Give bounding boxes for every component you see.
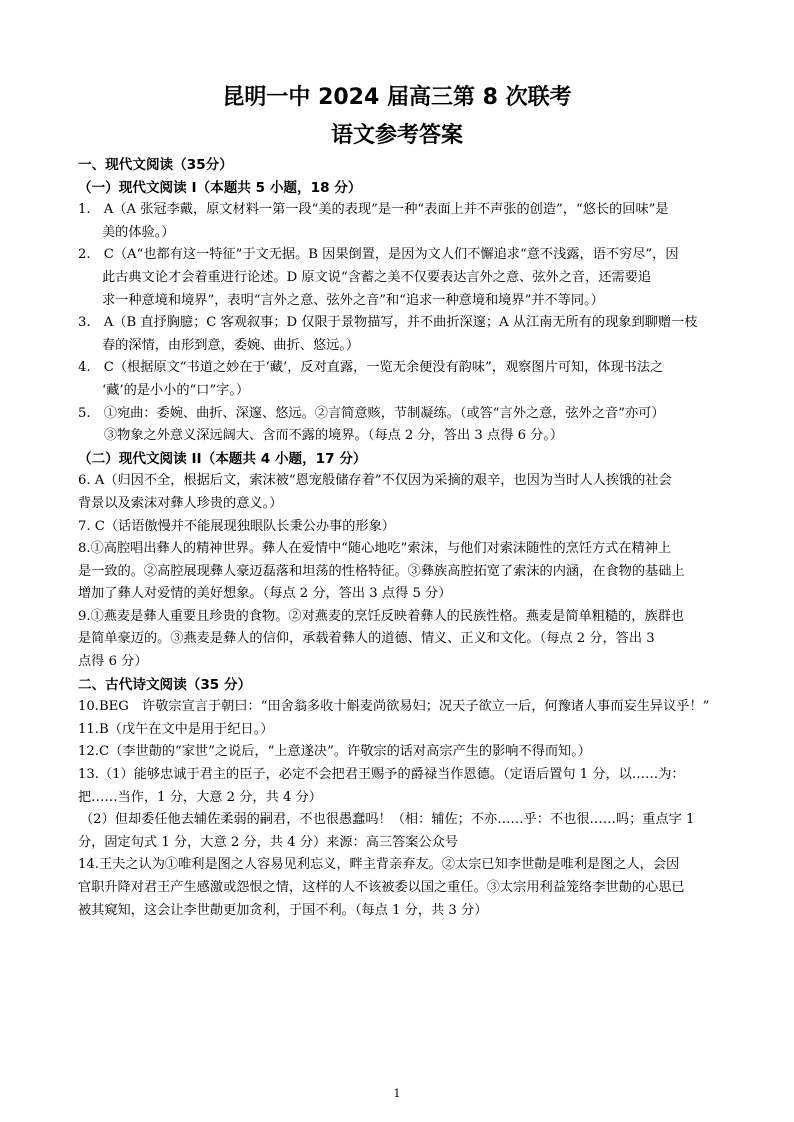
answer-line: 13.（1）能够忠诚于君主的臣子，必定不会把君王赐予的爵禄当作恩德。（定语后置句 1 分，以……为：	[78, 767, 685, 783]
section-heading: 一、现代文阅读（35分）	[78, 157, 233, 173]
answer-line: 6. A（归因不全，根据后文，索沫被“恩宠般储存着”不仅因为采摘的艰辛，也因为当时人人挨饿的社会	[78, 473, 672, 489]
answer-line: 4. C（根据原文“书道之妙在于‘藏’，反对直露，一览无余便没有韵味”，观察图片可知，体现书法之	[78, 360, 664, 376]
answer-line: 9.①燕麦是彝人重要且珍贵的食物。②对燕麦的烹饪反映着彝人的民族性格。燕麦是简单粗糙的，族群也	[78, 608, 685, 624]
answer-line: 是一致的。②高腔展现彝人豪迈磊落和坦荡的性格特征。③彝族高腔拓宽了索沫的内涵，在食物的基础上	[78, 563, 685, 579]
answer-line: 1. A（A 张冠李戴，原文材料一第一段“美的表现”是一种“表面上并不声张的创造”，“悠长的回味”是	[78, 202, 669, 218]
answer-line: 5. ①宛曲：委婉、曲折、深邃、悠远。②言简意赅，节制凝练。（或答“言外之意，弦外之音”亦可）	[78, 405, 665, 421]
section-heading: 二、古代诗文阅读（35 分）	[78, 676, 252, 693]
answer-line: 被其窥知，这会让李世勣更加贪利，于国不利。（每点 1 分，共 3 分）	[78, 902, 488, 918]
answer-line: 8.①高腔唱出彝人的精神世界。彝人在爱情中“随心地吃”索沫，与他们对索沫随性的烹饪方式在精神上	[78, 541, 672, 557]
answer-line: 14.王夫之认为①唯利是图之人容易见利忘义，畔主背亲弃友。②太宗已知李世勣是唯利是图之人，会因	[78, 857, 680, 873]
answer-line: 2. C（A“也都有这一特征”于文无据。B 因果倒置，是因为文人们不懈追求“意不浅露，语不穷尽”，因	[78, 247, 679, 263]
answer-line: 增加了彝人对爱情的美好想象。（每点 2 分，答出 3 点得 5 分）	[78, 586, 452, 602]
answer-line: 背景以及索沫对彝人珍贵的意义。）	[78, 495, 283, 511]
answer-line: 12.C（李世勣的“家世”之说后，“上意遂决”。许敬宗的话对高宗产生的影响不得而知。）	[78, 744, 591, 760]
answer-line: ‘藏’的是小小的“口”字。）	[102, 382, 250, 398]
document-subtitle: 语文参考答案	[330, 123, 463, 148]
answer-line: 把……当作，1 分，大意 2 分，共 4 分）	[78, 789, 322, 805]
answer-line: 分，固定句式 1 分，大意 2 分，共 4 分）来源：高三答案公众号	[78, 834, 459, 850]
answer-line: 7. C（话语傲慢并不能展现独眼队长秉公办事的形象）	[78, 518, 395, 534]
answer-line: 美的体验。）	[102, 224, 175, 240]
answer-line: 此古典文论才会着重进行论述。D 原文说“含蓄之美不仅要表达言外之意、弦外之音，还需要追	[102, 269, 652, 285]
section-heading: （二）现代文阅读 II（本题共 4 小题，17 分）	[78, 450, 367, 467]
answer-line: 10.BEG 许敬宗宣言于朝曰：“田舍翁多收十斛麦尚欲易妇；况天子欲立一后，何豫诸人事而妄生异议乎！”	[78, 699, 710, 715]
answer-content	[78, 154, 723, 922]
answer-line: 春的深情，由形到意，委婉、曲折、悠远。）	[102, 337, 360, 353]
answer-line: 11.B（戊午在文中是用于纪日。）	[78, 721, 274, 737]
answer-line: 是简单豪迈的。③燕麦是彝人的信仰，承载着彝人的道德、情义、正义和文化。（每点 2 分，答出 3	[78, 631, 655, 647]
answer-line: 官职升降对君王产生感激或怨恨之情，这样的人不该被委以国之重任。③太宗用利益笼络李世勣的心思已	[78, 880, 685, 895]
answer-line: （2）但却委任他去辅佐柔弱的嗣君，不也很愚蠢吗！（相：辅佐；不亦……乎：不也很……吗；重点字 1	[80, 812, 695, 828]
section-heading: （一）现代文阅读 I（本题共 5 小题，18 分）	[78, 179, 362, 196]
exam-title: 昆明一中 2024 届高三第 8 次联考	[222, 85, 572, 110]
answer-line: ③物象之外意义深远阔大、含而不露的境界。（每点 2 分，答出 3 点得 6 分。）	[104, 428, 564, 444]
answer-line: 3. A（B 直抒胸臆；C 客观叙事；D 仅限于景物描写，并不曲折深邃；A 从江南无所有的现象到聊赠一枝	[78, 315, 698, 331]
answer-line: 点得 6 分）	[78, 654, 148, 670]
answer-line: 求一种意境和境界”，表明“言外之意、弦外之音”和“追求一种意境和境界”并不等同。）	[102, 292, 604, 308]
page-number: 1	[393, 1087, 401, 1100]
